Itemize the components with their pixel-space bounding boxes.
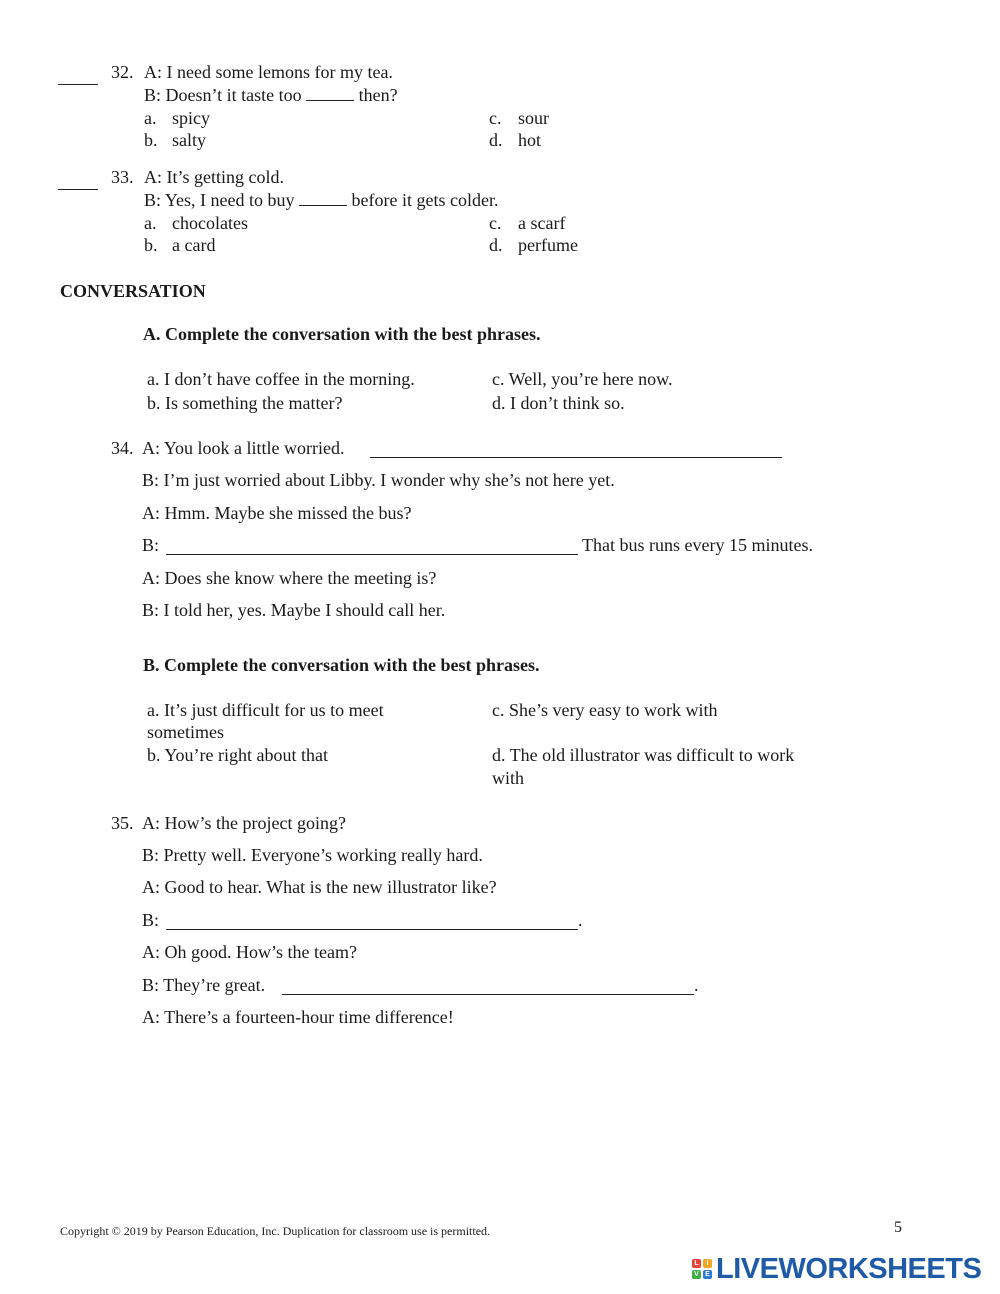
phrase-choice-continued: with xyxy=(492,768,525,788)
option-text: hot xyxy=(518,130,542,150)
phrase-choice: d. The old illustrator was difficult to work xyxy=(492,745,795,765)
phrase-choice: b. Is something the matter? xyxy=(147,393,343,413)
answer-input-35a[interactable] xyxy=(166,909,578,930)
dialogue-speaker: B: xyxy=(142,910,160,930)
dialogue-line: A: Oh good. How’s the team? xyxy=(142,942,357,962)
logo-mark-icon xyxy=(692,1259,712,1279)
option-text: a scarf xyxy=(518,213,566,233)
logo-mark-letter: I xyxy=(703,1259,712,1268)
section-title: CONVERSATION xyxy=(60,281,206,301)
option-letter: b. xyxy=(144,235,158,255)
option-text: chocolates xyxy=(172,213,248,233)
dialogue-line: B: I told her, yes. Maybe I should call her. xyxy=(142,600,446,620)
logo-text: LIVEWORKSHEETS xyxy=(716,1252,982,1285)
line-b-end: before it gets colder. xyxy=(351,190,499,210)
line-b-start: B: Yes, I need to buy xyxy=(144,190,295,210)
option-text: salty xyxy=(172,130,206,150)
dialogue-speaker: B: xyxy=(142,535,160,555)
dialogue-line: A: There’s a fourteen-hour time difference! xyxy=(142,1007,454,1027)
option-text: a card xyxy=(172,235,216,255)
line-b-end: then? xyxy=(358,85,398,105)
dialogue-line: A: You look a little worried. xyxy=(142,438,345,458)
dialogue-line: A: How’s the project going? xyxy=(142,813,346,833)
option-letter: b. xyxy=(144,130,158,150)
option-text: perfume xyxy=(518,235,578,255)
question-line-a: A: I need some lemons for my tea. xyxy=(144,62,393,82)
phrase-choice-continued: sometimes xyxy=(147,722,224,742)
dialogue-line: A: Good to hear. What is the new illustrator like? xyxy=(142,877,497,897)
dialogue-line: B: I’m just worried about Libby. I wonder why she’s not here yet. xyxy=(142,470,615,490)
phrase-choice: c. Well, you’re here now. xyxy=(492,369,673,389)
option-text: sour xyxy=(518,108,549,128)
option-letter: a. xyxy=(144,213,157,233)
phrase-choice: a. I don’t have coffee in the morning. xyxy=(147,369,415,389)
logo-mark-letter: V xyxy=(692,1270,701,1279)
answer-input-34a[interactable] xyxy=(370,437,782,458)
answer-input-33[interactable] xyxy=(58,169,98,190)
dialogue-line: That bus runs every 15 minutes. xyxy=(582,535,813,555)
option-text: spicy xyxy=(172,108,210,128)
question-number: 32. xyxy=(111,62,134,82)
dialogue-line: B: Pretty well. Everyone’s working really hard. xyxy=(142,845,483,865)
question-number: 33. xyxy=(111,167,134,187)
option-letter: d. xyxy=(489,235,503,255)
question-number: 35. xyxy=(111,813,134,833)
option-letter: c. xyxy=(489,108,502,128)
answer-input-34b[interactable] xyxy=(166,534,578,555)
option-letter: c. xyxy=(489,213,502,233)
inline-blank xyxy=(306,84,354,101)
phrase-choice: c. She’s very easy to work with xyxy=(492,700,718,720)
line-b-start: B: Doesn’t it taste too xyxy=(144,85,302,105)
period: . xyxy=(694,975,699,995)
page-number: 5 xyxy=(894,1219,902,1236)
phrase-choice: a. It’s just difficult for us to meet xyxy=(147,700,384,720)
question-number: 34. xyxy=(111,438,134,458)
liveworksheets-logo xyxy=(692,1252,981,1286)
option-letter: a. xyxy=(144,108,157,128)
copyright-notice: Copyright © 2019 by Pearson Education, Inc. Duplication for classroom use is permitted. xyxy=(60,1224,491,1238)
answer-input-35b[interactable] xyxy=(282,974,694,995)
question-line-b xyxy=(144,189,498,211)
logo-mark-letter: L xyxy=(692,1259,701,1268)
question-line-b xyxy=(144,84,398,106)
dialogue-line: A: Does she know where the meeting is? xyxy=(142,568,437,588)
period: . xyxy=(578,910,583,930)
phrase-choice: b. You’re right about that xyxy=(147,745,328,765)
dialogue-line: B: They’re great. xyxy=(142,975,266,995)
part-a-title: A. Complete the conversation with the best phrases. xyxy=(143,324,541,344)
phrase-choice: d. I don’t think so. xyxy=(492,393,625,413)
dialogue-line: A: Hmm. Maybe she missed the bus? xyxy=(142,503,412,523)
logo-mark-letter: E xyxy=(703,1270,712,1279)
inline-blank xyxy=(299,189,347,206)
answer-input-32[interactable] xyxy=(58,64,98,85)
part-b-title: B. Complete the conversation with the best phrases. xyxy=(143,655,540,675)
option-letter: d. xyxy=(489,130,503,150)
question-line-a: A: It’s getting cold. xyxy=(144,167,284,187)
